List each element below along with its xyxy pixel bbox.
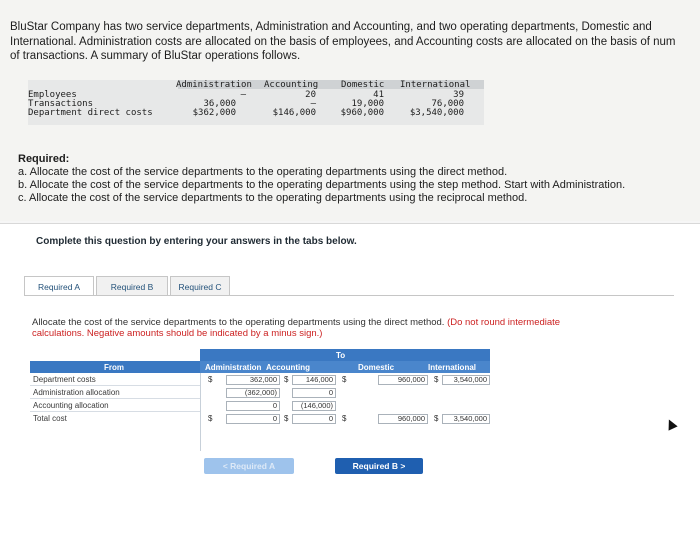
row-department-costs: Department costs: [33, 375, 96, 384]
tab-instruction: [32, 317, 592, 339]
summary-col-administration: Administration: [176, 80, 252, 90]
summary-value: $3,540,000: [409, 108, 464, 118]
dollar-sign: $: [284, 375, 289, 384]
row-divider: [30, 411, 200, 412]
dollar-sign: $: [208, 414, 213, 423]
row-administration-allocation: Administration allocation: [33, 388, 120, 397]
required-list: [18, 153, 625, 205]
intro-line-2: International. Administration costs are allocated on the basis of employees, and Accounting costs are allocated on the basis of num: [10, 35, 676, 48]
acct-department-costs-input[interactable]: 146,000: [292, 375, 336, 385]
admin-accounting-allocation-input[interactable]: 0: [226, 401, 280, 411]
summary-value: 39: [453, 90, 464, 100]
admin-administration-allocation-input[interactable]: (362,000): [226, 388, 280, 398]
summary-value: $146,000: [272, 108, 316, 118]
summary-col-domestic: Domestic: [341, 80, 385, 90]
summary-value: —: [240, 90, 246, 100]
summary-value: $362,000: [192, 108, 236, 118]
acct-accounting-allocation-input[interactable]: (146,000): [292, 401, 336, 411]
required-b: b. Allocate the cost of the service departments to the operating departments using the step method. Start with Administration.: [18, 179, 626, 191]
col-accounting: Accounting: [266, 363, 310, 372]
to-label: To: [336, 351, 346, 360]
summary-value: —: [310, 99, 316, 109]
dollar-sign: $: [284, 414, 289, 423]
required-c: c. Allocate the cost of the service departments to the operating departments using the reciprocal method.: [18, 192, 528, 204]
dollar-sign: $: [208, 375, 213, 384]
summary-value: 19,000: [351, 99, 384, 109]
operations-summary-table: [28, 80, 484, 125]
complete-instructions: Complete this question by entering your answers in the tabs below.: [36, 236, 357, 247]
allocation-grid: [30, 349, 490, 452]
instruction-main: Allocate the cost of the service departments to the operating departments using the direct method.: [32, 317, 445, 328]
summary-value: 20: [305, 90, 316, 100]
required-a: a. Allocate the cost of the service departments to the operating departments using the direct method.: [18, 166, 508, 178]
summary-value: $960,000: [340, 108, 384, 118]
summary-value: 76,000: [431, 99, 464, 109]
summary-value: 36,000: [203, 99, 236, 109]
dollar-sign: $: [434, 375, 439, 384]
tab-required-c[interactable]: Required C: [170, 276, 230, 296]
domestic-department-costs-input[interactable]: 960,000: [378, 375, 428, 385]
admin-department-costs-input[interactable]: 362,000: [226, 375, 280, 385]
row-accounting-allocation: Accounting allocation: [33, 401, 109, 410]
from-label: From: [104, 363, 124, 372]
intro-line-1: BluStar Company has two service departments, Administration and Accounting, and two operating departments, Domestic and: [10, 21, 652, 33]
row-total-cost: Total cost: [33, 414, 67, 423]
summary-col-accounting: Accounting: [264, 80, 319, 90]
tab-required-a[interactable]: Required A: [24, 276, 94, 296]
row-divider: [30, 385, 200, 386]
summary-col-international: International: [400, 80, 471, 90]
prev-required-a-button[interactable]: < Required A: [204, 458, 294, 474]
acct-administration-allocation-value[interactable]: 0: [292, 388, 336, 398]
next-required-b-button[interactable]: Required B >: [335, 458, 423, 474]
acct-total-cost: 0: [292, 414, 336, 424]
summary-row-label: Transactions: [28, 99, 94, 109]
instruction-note: (Do not round intermediate calculations. Negative amounts should be indicated by a minus sign.): [32, 317, 561, 339]
summary-row-label: Department direct costs: [28, 108, 153, 118]
dollar-sign: $: [434, 414, 439, 423]
summary-row-label: Employees: [28, 90, 77, 100]
summary-value: 41: [373, 90, 384, 100]
dollar-sign: $: [342, 414, 347, 423]
required-title: Required:: [18, 153, 70, 165]
international-total-cost: 3,540,000: [442, 414, 490, 424]
col-administration: Administration: [205, 363, 262, 372]
row-divider: [30, 398, 200, 399]
tab-divider: [24, 295, 674, 296]
col-domestic: Domestic: [358, 363, 395, 372]
admin-total-cost: 0: [226, 414, 280, 424]
col-international: International: [428, 363, 477, 372]
dollar-sign: $: [342, 375, 347, 384]
international-department-costs-input[interactable]: 3,540,000: [442, 375, 490, 385]
domestic-total-cost: 960,000: [378, 414, 428, 424]
problem-intro: [10, 20, 700, 64]
intro-line-3: of transactions. A summary of BluStar operations follows.: [10, 50, 301, 62]
tab-required-b[interactable]: Required B: [96, 276, 168, 296]
